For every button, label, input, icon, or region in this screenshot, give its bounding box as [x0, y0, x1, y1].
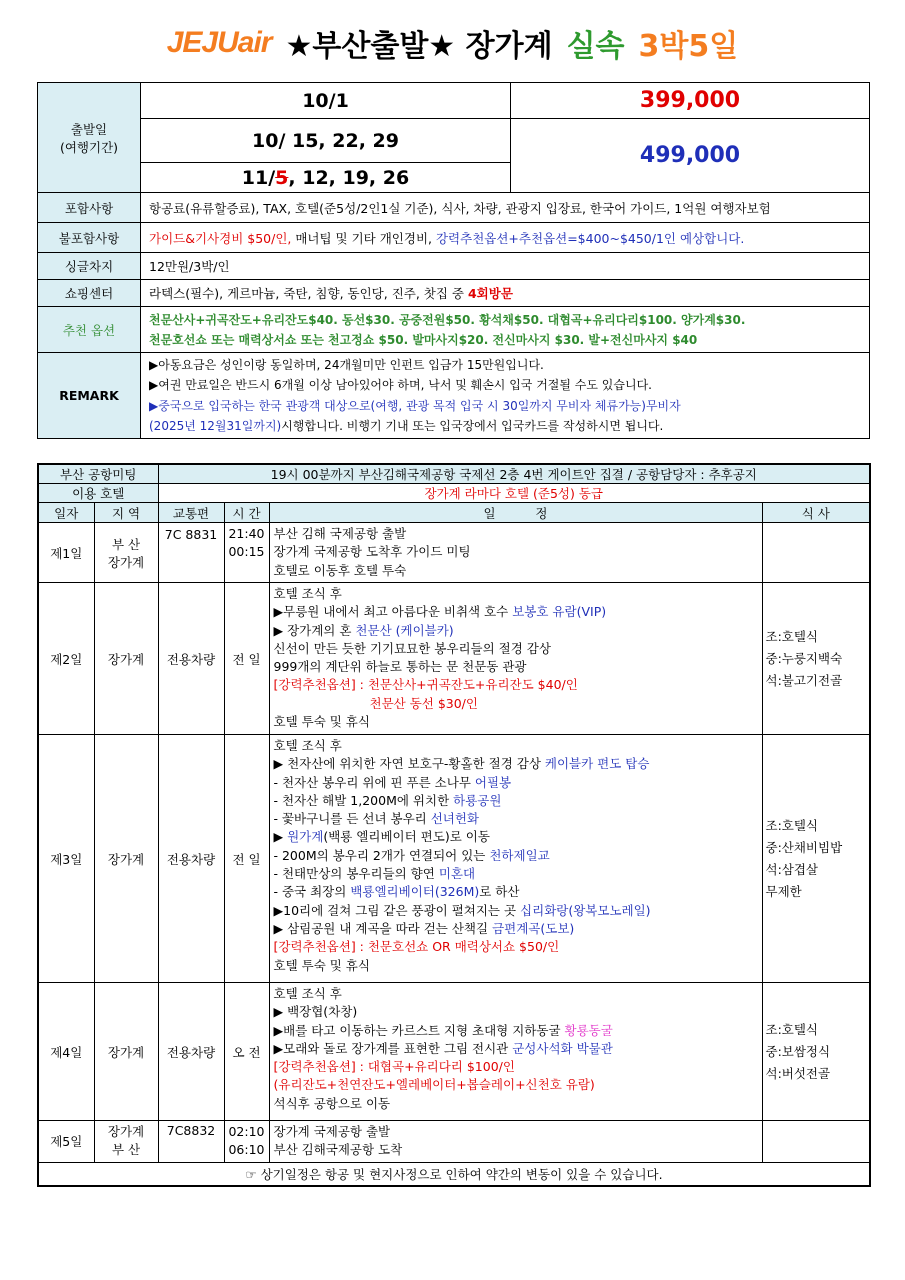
footer-note: ☞ 상기일정은 항공 및 현지사정으로 인하여 약간의 변동이 있을 수 있습니다. [38, 1162, 870, 1186]
departure-label: 출발일 (여행기간) [38, 83, 141, 193]
title-duration: 3박5일 [638, 29, 739, 64]
day1-row: 제1일 부 산 장가계 7C 8831 21:40 00:15 부산 김해 국제공항 출발 장가계 국제공항 도착후 가이드 미팅 호텔로 이동후 호텔 투숙 [38, 523, 870, 583]
col-region: 지 역 [94, 503, 158, 523]
day4-row: 제4일 장가계 전용차량 오 전 호텔 조식 후 ▶ 백장협(차창) ▶배를 타고 이동하는 카르스트 지형 초대형 지하동굴 황룡동굴 ▶모래와 돌로 장가계를 표현한 그림 전시관 군성사석화 박물관 [강력추천옵션] : 대협곡+유리다리 $100/인 (유리잔도+천연잔도+엘레베이터+봅슬레이+신천호 유람) 석식후 공항으로 이동 조:호텔식 중:보쌈정식 석:버섯전골 [38, 983, 870, 1121]
col-transport: 교통편 [158, 503, 224, 523]
jejuair-logo: JEJUair [166, 26, 272, 59]
day2-row: 제2일 장가계 전용차량 전 일 호텔 조식 후 ▶무릉원 내에서 최고 아름다운 비취색 호수 보봉호 유람(VIP) ▶ 장가계의 혼 천문산 (케이블카) 신선이 만든 듯한 기기묘묘한 봉우리들의 절경 감상 999개의 계단위 하늘로 통하는 문 천문동 관광 [강력추천옵션] : 천문산사+귀곡잔도+유리잔도 $40/인 천문산 동선 $30/인 호텔 투숙 및 휴식 조:호텔식 중:누룽지백숙 석:불고기전골 [38, 583, 870, 735]
col-time: 시 간 [224, 503, 269, 523]
info-table [37, 82, 870, 439]
remark-text: ▶아동요금은 성인이랑 동일하며, 24개월미만 인펀트 입금가 15만원입니다. ▶여권 만료일은 반드시 6개월 이상 남아있어야 하며, 낙서 및 훼손시 입국 거절될 수도 있습니다. ▶중국으로 입국하는 한국 관광객 대상으로(여행, 관광 목적 입국 시 30일까지 무비자 체류가능)무비자 (2025년 12월31일까지)시행합니다. 비행기 기내 또는 입국장에서 입국카드를 작성하시면 됩니다. [141, 353, 870, 439]
price-2: 499,000 [511, 119, 870, 193]
date-3: 11/5, 12, 19, 26 [141, 163, 511, 193]
price-1: 399,000 [511, 83, 870, 119]
day5-row: 제5일 장가계 부 산 7C8832 02:10 06:10 장가계 국제공항 출발 부산 김해국제공항 도착 [38, 1121, 870, 1163]
included-text: 항공료(유류할증료), TAX, 호텔(준5성/2인1실 기준), 식사, 차량, 관광지 입장료, 한국어 가이드, 1억원 여행자보험 [141, 193, 870, 223]
single-text: 12만원/3박/인 [141, 253, 870, 280]
shopping-label: 쇼핑센터 [38, 280, 141, 307]
included-label: 포함사항 [38, 193, 141, 223]
itinerary-table [37, 463, 871, 1187]
date-1: 10/1 [141, 83, 511, 119]
page-title [0, 18, 905, 68]
options-text: 천문산사+귀곡잔도+유리잔도$40. 동선$30. 공중전원$50. 황석채$50. 대협곡+유리다리$100. 양가계$30. 천문호선쇼 또는 매력상서쇼 또는 천고정쇼 $50. 발마사지$20. 전신마사지 $30. 발+전신마사지 $40 [141, 307, 870, 353]
remark-label: REMARK [38, 353, 141, 439]
single-label: 싱글차지 [38, 253, 141, 280]
hotel-text: 장가계 라마다 호텔 (준5성) 동급 [158, 484, 870, 503]
title-text: ★부산출발★ 장가계 [285, 29, 553, 64]
hotel-label: 이용 호텔 [38, 484, 158, 503]
date-2: 10/ 15, 22, 29 [141, 119, 511, 163]
date-struck: 5 [275, 166, 289, 189]
meeting-label: 부산 공항미팅 [38, 464, 158, 484]
meeting-text: 19시 00분까지 부산김해국제공항 국제선 2층 4번 게이트안 집결 / 공항담당자 : 추후공지 [158, 464, 870, 484]
col-meal: 식 사 [762, 503, 870, 523]
col-day: 일자 [38, 503, 94, 523]
options-label: 추천 옵션 [38, 307, 141, 353]
column-header-row [38, 503, 870, 523]
excluded-text: 가이드&기사경비 $50/인, 매너팁 및 기타 개인경비, 강력추천옵션+추천옵션=$400~$450/1인 예상합니다. [141, 223, 870, 253]
title-green: 실속 [566, 29, 625, 64]
day3-row: 제3일 장가계 전용차량 전 일 호텔 조식 후 ▶ 천자산에 위치한 자연 보호구-황홀한 절경 감상 케이블카 편도 탑승 - 천자산 봉우리 위에 핀 푸른 소나무 어필봉 - 천자산 해발 1,200M에 위치한 하룡공원 - 꽃바구니를 든 선녀 봉우리 선녀헌화 ▶ 원가계(백룡 엘리베이터 편도)로 이동 - 200M의 봉우리 2개가 연결되어 있는 천하제일교 - 천태만상의 봉우리들의 향연 미혼대 - 중국 최장의 백룡엘리베이터(326M)로 하산 ▶10리에 걸쳐 그림 같은 풍광이 펼쳐지는 곳 십리화랑(왕복모노레일) ▶ 삼림공원 내 계곡을 따라 걷는 산책길 금편계곡(도보) [강력추천옵션] : 천문호선쇼 OR 매력상서쇼 $50/인 호텔 투숙 및 휴식 조:호텔식 중:산채비빔밥 석:삼겹살 무제한 [38, 735, 870, 983]
col-schedule: 일 정 [269, 503, 762, 523]
shopping-text: 라텍스(필수), 게르마늄, 죽탄, 침향, 동인당, 진주, 찻집 중 4회방문 [141, 280, 870, 307]
excluded-label: 불포함사항 [38, 223, 141, 253]
